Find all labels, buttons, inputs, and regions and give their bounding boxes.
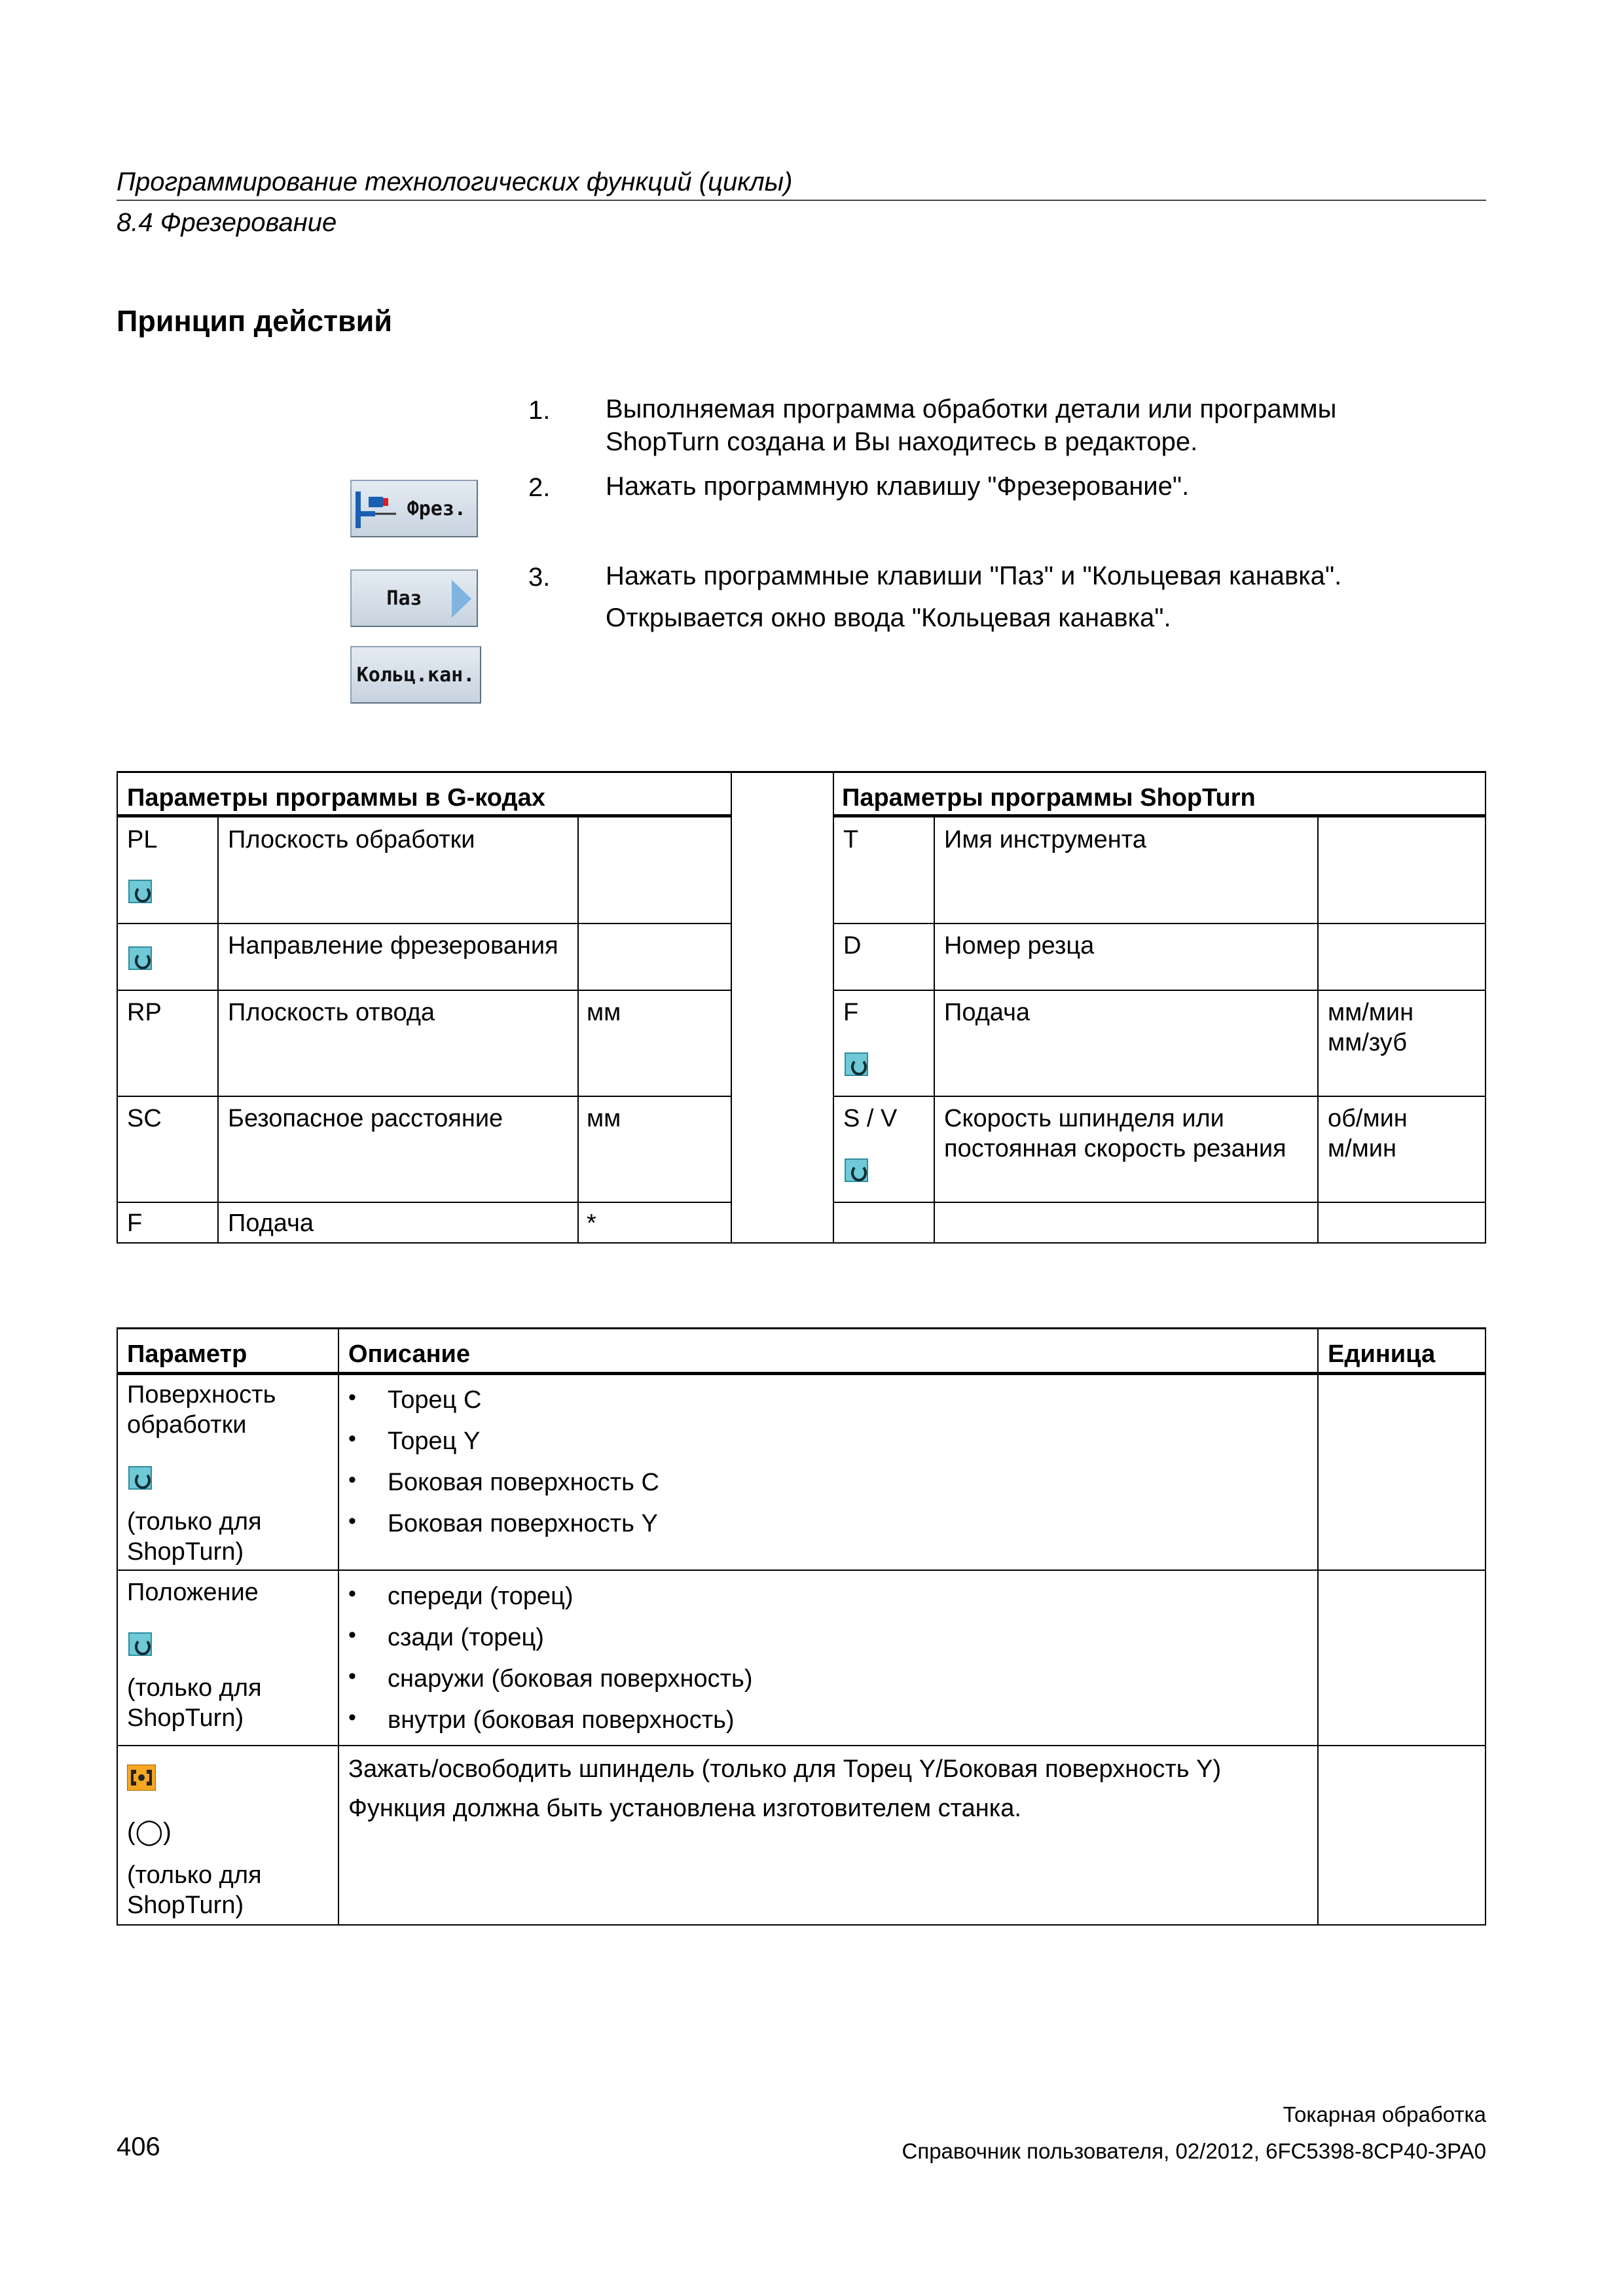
position-label: Положение [127, 1579, 259, 1606]
header-rule [117, 200, 1486, 201]
st-unit-f: мм/мин мм/зуб [1328, 999, 1414, 1056]
section-heading: Принцип действий [117, 304, 392, 338]
shopturn-only-note: (только для ShopTurn) [127, 1861, 262, 1919]
slot-softkey[interactable] [350, 569, 478, 627]
table-col-rule [338, 1327, 339, 1926]
table-header-rule [117, 814, 732, 817]
table-row-rule [117, 1570, 1486, 1571]
table-header-rule [833, 814, 1486, 817]
table-col-rule [217, 816, 219, 1244]
running-header-section: 8.4 Фрезерование [117, 208, 337, 237]
g-desc-rp: Плоскость отвода [228, 999, 435, 1026]
cycle-toggle-icon[interactable] [128, 1632, 152, 1656]
table-col-rule [833, 771, 834, 1244]
step-3-text [606, 560, 1341, 634]
g-param-sc: SC [127, 1105, 162, 1132]
list-item: • Торец Y [388, 1427, 480, 1456]
g-desc-milling-direction: Направление фрезерования [228, 932, 558, 960]
cycle-toggle-icon[interactable] [128, 880, 152, 903]
st-param-sv: S / V [843, 1105, 898, 1132]
step-1-text [606, 393, 1336, 458]
table-border [117, 771, 1486, 773]
table-row-rule [117, 923, 732, 924]
page-number: 406 [117, 2132, 160, 2161]
slot-softkey-label: Паз [386, 586, 422, 610]
unit-column-header: Единица [1328, 1340, 1436, 1368]
st-param-d: D [843, 932, 862, 960]
table-border [117, 1242, 1486, 1244]
spindle-clamp-symbol: (◯) [127, 1818, 172, 1846]
spindle-clamp-note: Функция должна быть установлена изготовителем станка. [348, 1795, 1021, 1822]
g-unit-rp: мм [587, 999, 621, 1026]
list-item: • внутри (боковая поверхность) [388, 1706, 735, 1734]
list-item: • снаружи (боковая поверхность) [388, 1665, 753, 1693]
g-unit-f: * [587, 1210, 596, 1237]
st-desc-f: Подача [944, 999, 1030, 1026]
g-param-f: F [127, 1210, 143, 1237]
step-3-line-2: Открывается окно ввода "Кольцевая канавка". [606, 603, 1171, 632]
shopturn-params-header: Параметры программы ShopTurn [842, 784, 1256, 812]
st-param-f: F [843, 999, 859, 1026]
table-col-rule [731, 771, 732, 1244]
arrow-right-icon [452, 580, 471, 618]
g-desc-sc: Безопасное расстояние [228, 1105, 503, 1132]
table-col-rule [1317, 816, 1319, 1244]
table-row-rule [117, 1096, 732, 1097]
g-code-params-header: Параметры программы в G-кодах [127, 784, 545, 812]
table-row-rule [117, 990, 732, 991]
g-param-rp: RP [127, 999, 162, 1026]
spindle-clamp-description: Зажать/освободить шпиндель (только для Торец Y/Боковая поверхность Y) [348, 1755, 1222, 1783]
footer-reference: Справочник пользователя, 02/2012, 6FC5398-8CP40-3PA0 [902, 2139, 1486, 2163]
description-table [117, 1327, 1486, 1926]
table-row-rule [833, 1202, 1486, 1203]
step-1-line-1: Выполняемая программа обработки детали или программы [606, 395, 1337, 423]
step-3-number: 3. [528, 563, 551, 592]
description-column-header: Описание [348, 1340, 471, 1368]
param-column-header: Параметр [127, 1340, 247, 1368]
table-border [1485, 771, 1486, 1244]
spindle-clamp-icon[interactable] [127, 1765, 156, 1791]
table-row-rule [117, 1202, 732, 1203]
table-border [117, 771, 118, 1244]
parameters-table [117, 771, 1486, 1244]
milling-softkey-label: Фрез. [407, 497, 466, 520]
g-unit-sc: мм [587, 1105, 621, 1132]
cycle-toggle-icon[interactable] [128, 1466, 152, 1490]
st-desc-d: Номер резца [944, 932, 1095, 960]
g-desc-pl: Плоскость обработки [228, 826, 475, 853]
table-row-rule [117, 1745, 1486, 1746]
shopturn-only-note: (только для ShopTurn) [127, 1508, 262, 1566]
step-1-line-2: ShopTurn создана и Вы находитесь в редакторе. [606, 427, 1198, 456]
milling-tool-icon [356, 492, 397, 528]
table-col-rule [577, 816, 579, 1244]
table-row-rule [833, 990, 1486, 991]
g-desc-f: Подача [228, 1210, 314, 1237]
table-col-rule [934, 816, 935, 1244]
milling-softkey[interactable] [350, 480, 478, 537]
cycle-toggle-icon[interactable] [128, 946, 152, 970]
table-row-rule [833, 1096, 1486, 1097]
table-header-rule [117, 1372, 1486, 1375]
table-border [117, 1327, 1486, 1329]
machining-surface-label: Поверхность обработки [127, 1381, 276, 1439]
cycle-toggle-icon[interactable] [845, 1158, 868, 1182]
cycle-toggle-icon[interactable] [845, 1052, 868, 1076]
list-item: • Боковая поверхность Y [388, 1510, 658, 1538]
list-item: • сзади (торец) [388, 1624, 544, 1652]
list-item: • спереди (торец) [388, 1583, 574, 1611]
st-desc-sv: Скорость шпинделя или постоянная скорость резания [944, 1105, 1286, 1162]
step-1-number: 1. [528, 396, 551, 425]
list-item: • Торец C [388, 1386, 481, 1414]
step-2-text: Нажать программную клавишу "Фрезерование". [606, 472, 1190, 501]
st-unit-sv: об/мин м/мин [1328, 1105, 1408, 1162]
running-header-title: Программирование технологических функций (циклы) [117, 168, 793, 196]
circular-slot-softkey-label: Кольц.кан. [356, 663, 475, 687]
st-desc-t: Имя инструмента [944, 826, 1146, 853]
step-2-number: 2. [528, 473, 551, 502]
table-border [117, 1924, 1486, 1926]
shopturn-only-note: (только для ShopTurn) [127, 1674, 262, 1732]
table-border [1485, 1327, 1486, 1926]
step-3-line-1: Нажать программные клавиши "Паз" и "Кольцевая канавка". [606, 562, 1342, 590]
table-border [117, 1327, 118, 1926]
list-item: • Боковая поверхность C [388, 1469, 659, 1497]
g-param-pl: PL [127, 826, 158, 853]
table-row-rule [833, 923, 1486, 924]
table-col-rule [1317, 1327, 1319, 1926]
footer-book-title: Токарная обработка [1283, 2102, 1486, 2126]
st-param-t: T [843, 826, 859, 853]
circular-slot-softkey[interactable] [350, 646, 481, 704]
